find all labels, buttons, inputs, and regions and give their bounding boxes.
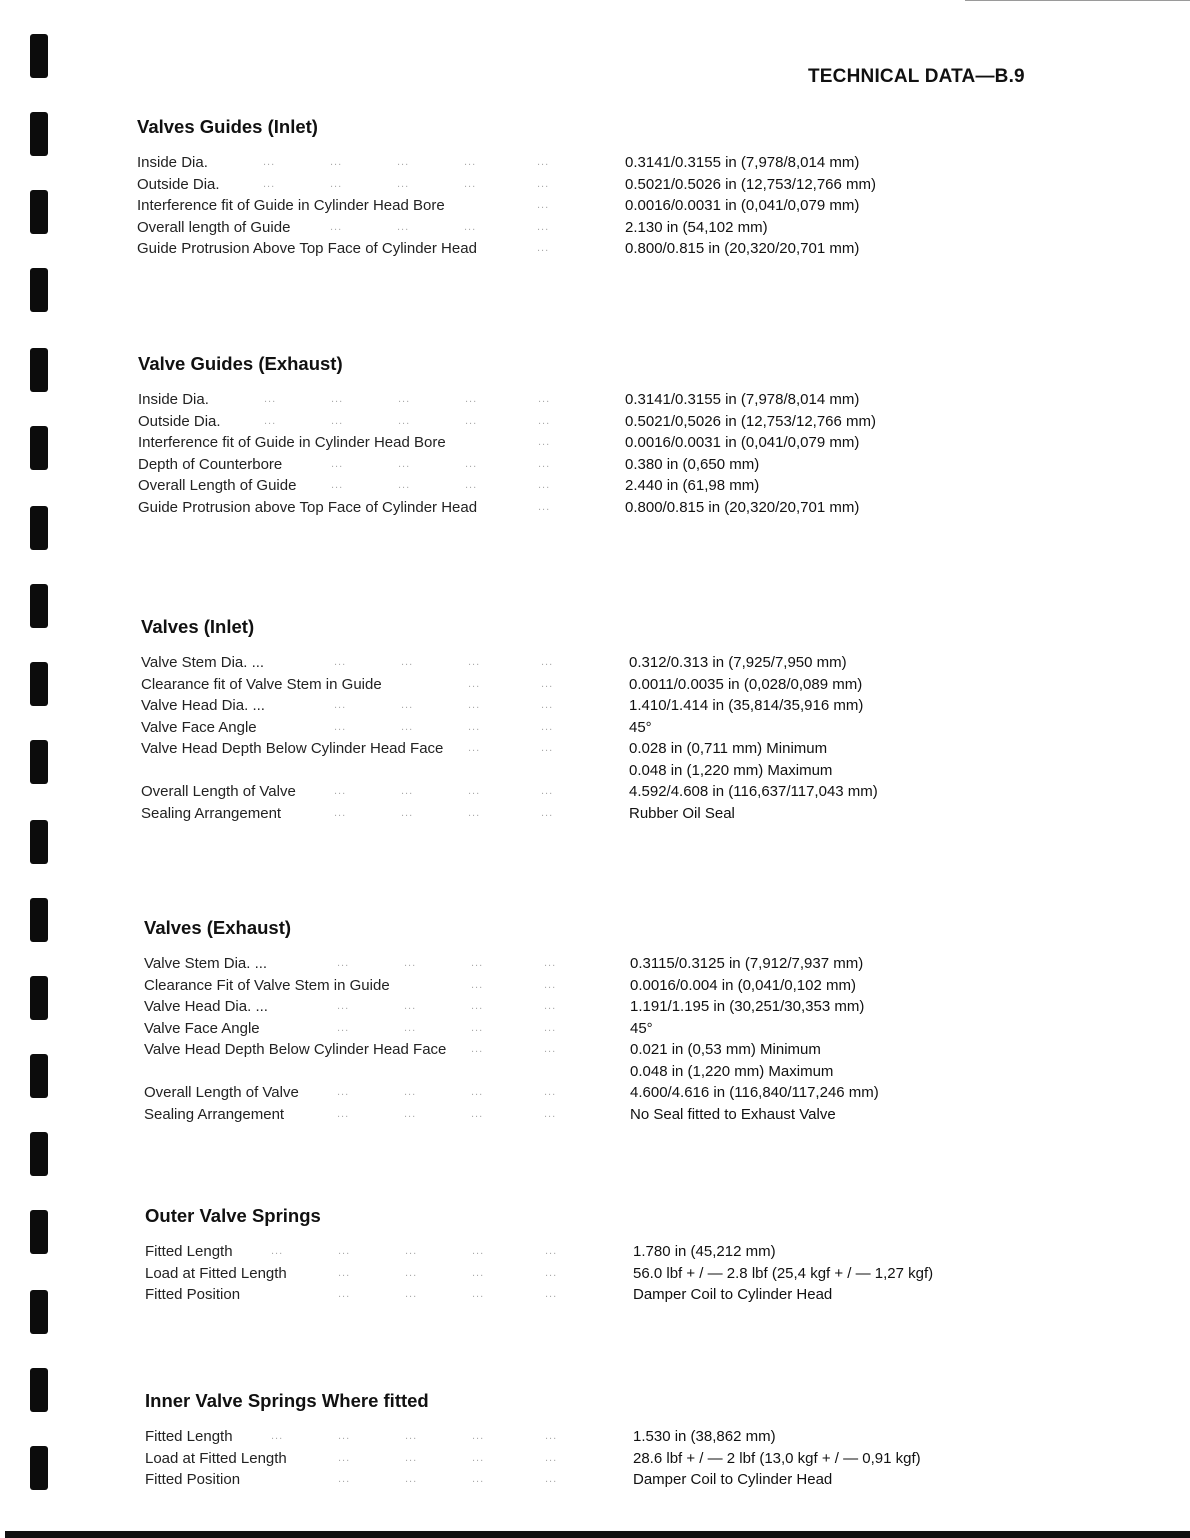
- spec-row: [137, 217, 1037, 239]
- leader-dots: ...: [405, 1288, 418, 1300]
- binder-hole: [30, 1446, 48, 1490]
- spec-label: Valve Face Angle: [141, 718, 257, 736]
- leader-dots: ...: [331, 457, 344, 470]
- leader-dots: ...: [271, 1245, 284, 1257]
- binder-hole: [30, 1290, 48, 1334]
- leader-dots: ...: [404, 1086, 417, 1098]
- spec-label: Overall Length of Valve: [141, 783, 296, 800]
- leader-dots: ...: [331, 479, 344, 491]
- binder-hole: [30, 662, 48, 706]
- leader-dots: ...: [544, 1000, 557, 1012]
- spec-section: [137, 116, 1037, 260]
- spec-row: [144, 1104, 1044, 1126]
- spec-row: [141, 803, 1041, 825]
- leader-dots: ...: [337, 1021, 350, 1034]
- spec-value: 0.028 in (0,711 mm) Minimum: [629, 740, 828, 757]
- leader-dots: ...: [472, 1245, 485, 1257]
- leader-dots: ...: [541, 720, 554, 733]
- spec-row: [141, 695, 1041, 717]
- spec-row: [141, 760, 1041, 782]
- leader-dots: ...: [545, 1245, 558, 1257]
- spec-label: Depth of Counterbore: [138, 455, 283, 473]
- spec-row: [145, 1263, 1045, 1285]
- leader-dots: ...: [334, 656, 347, 668]
- spec-row: [144, 1061, 1044, 1083]
- spec-section: [138, 353, 1038, 518]
- leader-dots: ...: [468, 720, 481, 733]
- leader-dots: ...: [401, 699, 414, 711]
- spec-value: 0.3141/0.3155 in (7,978/8,014 mm): [625, 154, 860, 171]
- leader-dots: ...: [541, 699, 554, 711]
- leader-dots: ...: [541, 742, 554, 754]
- binder-hole: [30, 34, 48, 78]
- leader-dots: ...: [334, 806, 347, 819]
- leader-dots: ...: [468, 677, 481, 690]
- section-title: Valves (Exhaust): [144, 917, 292, 938]
- leader-dots: ...: [544, 978, 557, 991]
- spec-section: [144, 917, 1044, 1125]
- leader-dots: ...: [404, 1000, 417, 1012]
- leader-dots: ...: [397, 156, 410, 168]
- spec-value: No Seal fitted to Exhaust Valve: [630, 1105, 836, 1123]
- spec-row: [144, 953, 1044, 975]
- leader-dots: ...: [541, 785, 554, 797]
- section-title: Valves (Inlet): [141, 616, 255, 637]
- leader-dots: ...: [405, 1451, 418, 1464]
- leader-dots: ...: [465, 457, 478, 470]
- leader-dots: ...: [398, 414, 411, 427]
- binder-hole: [30, 976, 48, 1020]
- leader-dots: ...: [337, 957, 350, 969]
- spec-row: [145, 1426, 1045, 1448]
- leader-dots: ...: [337, 1086, 350, 1098]
- leader-dots: ...: [472, 1473, 485, 1485]
- leader-dots: ...: [537, 242, 550, 254]
- spec-row: [144, 975, 1044, 997]
- section-title: Valve Guides (Exhaust): [138, 353, 343, 374]
- spec-row: [141, 652, 1041, 674]
- spec-value: 0.021 in (0,53 mm) Minimum: [630, 1041, 821, 1058]
- leader-dots: ...: [405, 1245, 418, 1257]
- leader-dots: ...: [330, 177, 343, 190]
- leader-dots: ...: [401, 785, 414, 797]
- spec-label: Valve Head Dia. ...: [141, 697, 265, 714]
- leader-dots: ...: [338, 1451, 351, 1464]
- leader-dots: ...: [338, 1288, 351, 1300]
- spec-label: Load at Fitted Length: [145, 1264, 287, 1282]
- leader-dots: ...: [334, 720, 347, 733]
- leader-dots: ...: [404, 1107, 417, 1120]
- spec-value: 28.6 lbf + / — 2 lbf (13,0 kgf + / — 0,91 kgf): [633, 1449, 921, 1467]
- spec-value: 1.780 in (45,212 mm): [633, 1243, 776, 1260]
- leader-dots: ...: [401, 806, 414, 819]
- leader-dots: ...: [544, 1021, 557, 1034]
- binder-hole: [30, 426, 48, 470]
- leader-dots: ...: [330, 220, 343, 233]
- leader-dots: ...: [538, 479, 551, 491]
- spec-row: [138, 475, 1038, 497]
- section-title: Outer Valve Springs: [145, 1205, 321, 1226]
- spec-row: [145, 1469, 1045, 1491]
- leader-dots: ...: [544, 1043, 557, 1055]
- spec-value: 1.530 in (38,862 mm): [633, 1428, 776, 1445]
- spec-label: Fitted Length: [145, 1428, 233, 1445]
- leader-dots: ...: [397, 177, 410, 190]
- spec-value: 56.0 lbf + / — 2.8 lbf (25,4 kgf + / — 1,27 kgf): [633, 1264, 934, 1282]
- leader-dots: ...: [464, 177, 477, 190]
- binder-hole: [30, 1132, 48, 1176]
- spec-value: 0.3141/0.3155 in (7,978/8,014 mm): [625, 391, 860, 408]
- leader-dots: ...: [538, 436, 551, 448]
- spec-label: Valve Head Dia. ...: [144, 998, 268, 1015]
- page-title: TECHNICAL DATA—B.9: [808, 66, 1025, 87]
- spec-label: Outside Dia.: [138, 412, 221, 430]
- spec-row: [141, 717, 1041, 739]
- spec-section: [145, 1390, 1045, 1491]
- binder-hole: [30, 112, 48, 156]
- spec-label: Outside Dia.: [137, 175, 220, 193]
- spec-value: 0.3115/0.3125 in (7,912/7,937 mm): [630, 955, 864, 972]
- spec-row: [141, 738, 1041, 760]
- leader-dots: ...: [331, 393, 344, 405]
- leader-dots: ...: [338, 1266, 351, 1279]
- spec-label: Overall Length of Valve: [144, 1084, 299, 1101]
- spec-label: Guide Protrusion Above Top Face of Cylinder Head: [137, 240, 477, 257]
- spec-label: Sealing Arrangement: [141, 804, 282, 822]
- leader-dots: ...: [401, 720, 414, 733]
- binder-hole: [30, 820, 48, 864]
- spec-value: 2.130 in (54,102 mm): [625, 218, 768, 236]
- spec-label: Interference fit of Guide in Cylinder Head Bore: [138, 434, 446, 451]
- spec-value: 0.380 in (0,650 mm): [625, 455, 760, 473]
- leader-dots: ...: [541, 806, 554, 819]
- spec-value: 1.191/1.195 in (30,251/30,353 mm): [630, 998, 865, 1015]
- spec-value: 0.312/0.313 in (7,925/7,950 mm): [629, 654, 847, 671]
- spec-value: 0.800/0.815 in (20,320/20,701 mm): [625, 498, 860, 516]
- spec-section: [141, 616, 1041, 824]
- leader-dots: ...: [472, 1430, 485, 1442]
- leader-dots: ...: [471, 1086, 484, 1098]
- binder-hole: [30, 740, 48, 784]
- spec-row: [141, 674, 1041, 696]
- section-title: Valves Guides (Inlet): [137, 116, 318, 137]
- spec-value: 45°: [630, 1019, 653, 1037]
- leader-dots: ...: [398, 393, 411, 405]
- leader-dots: ...: [471, 1107, 484, 1120]
- leader-dots: ...: [471, 1000, 484, 1012]
- spec-row: [144, 1018, 1044, 1040]
- leader-dots: ...: [537, 220, 550, 233]
- leader-dots: ...: [472, 1266, 485, 1279]
- binder-hole: [30, 1368, 48, 1412]
- spec-row: [137, 238, 1037, 260]
- leader-dots: ...: [538, 500, 551, 513]
- leader-dots: ...: [464, 220, 477, 233]
- leader-dots: ...: [464, 156, 477, 168]
- leader-dots: ...: [544, 1107, 557, 1120]
- leader-dots: ...: [334, 699, 347, 711]
- spec-row: [138, 432, 1038, 454]
- leader-dots: ...: [468, 699, 481, 711]
- leader-dots: ...: [398, 457, 411, 470]
- leader-dots: ...: [538, 414, 551, 427]
- leader-dots: ...: [465, 414, 478, 427]
- leader-dots: ...: [471, 1043, 484, 1055]
- leader-dots: ...: [404, 1021, 417, 1034]
- spec-label: Valve Head Depth Below Cylinder Head Face: [141, 740, 444, 757]
- spec-label: Valve Stem Dia. ...: [141, 654, 265, 671]
- spec-row: [138, 454, 1038, 476]
- bottom-edge-rule: [5, 1531, 1190, 1538]
- leader-dots: ...: [397, 220, 410, 233]
- leader-dots: ...: [471, 978, 484, 991]
- spec-value: 4.592/4.608 in (116,637/117,043 mm): [629, 783, 878, 800]
- spec-label: Load at Fitted Length: [145, 1449, 287, 1467]
- spec-value: Damper Coil to Cylinder Head: [633, 1286, 833, 1303]
- spec-value: Damper Coil to Cylinder Head: [633, 1471, 833, 1488]
- spec-value: 0.0016/0.0031 in (0,041/0,079 mm): [625, 434, 860, 451]
- leader-dots: ...: [545, 1430, 558, 1442]
- leader-dots: ...: [538, 393, 551, 405]
- leader-dots: ...: [404, 957, 417, 969]
- leader-dots: ...: [263, 177, 276, 190]
- spec-value: 4.600/4.616 in (116,840/117,246 mm): [630, 1084, 879, 1101]
- leader-dots: ...: [330, 156, 343, 168]
- spec-label: Overall Length of Guide: [138, 477, 297, 494]
- spec-value: 0.5021/0.5026 in (12,753/12,766 mm): [625, 175, 877, 193]
- section-title: Inner Valve Springs Where fitted: [145, 1390, 429, 1411]
- binder-hole: [30, 584, 48, 628]
- leader-dots: ...: [264, 414, 277, 427]
- spec-row: [145, 1241, 1045, 1263]
- spec-value: 2.440 in (61,98 mm): [625, 477, 760, 494]
- spec-row: [145, 1448, 1045, 1470]
- leader-dots: ...: [545, 1266, 558, 1279]
- spec-row: [141, 781, 1041, 803]
- binder-hole: [30, 506, 48, 550]
- leader-dots: ...: [468, 785, 481, 797]
- spec-row: [137, 152, 1037, 174]
- binder-hole: [30, 190, 48, 234]
- spec-value: 0.0011/0.0035 in (0,028/0,089 mm): [629, 675, 863, 693]
- leader-dots: ...: [271, 1430, 284, 1442]
- spec-label: Overall length of Guide: [137, 218, 291, 236]
- binder-hole: [30, 1210, 48, 1254]
- spec-row: [145, 1284, 1045, 1306]
- spec-row: [137, 195, 1037, 217]
- spec-value: 1.410/1.414 in (35,814/35,916 mm): [629, 697, 864, 714]
- spec-label: Sealing Arrangement: [144, 1105, 285, 1123]
- spec-label: Valve Head Depth Below Cylinder Head Face: [144, 1041, 447, 1058]
- leader-dots: ...: [537, 199, 550, 211]
- spec-section: [145, 1205, 1045, 1306]
- leader-dots: ...: [337, 1000, 350, 1012]
- leader-dots: ...: [338, 1245, 351, 1257]
- top-edge-rule: [965, 0, 1190, 1]
- leader-dots: ...: [545, 1288, 558, 1300]
- spec-label: Inside Dia.: [138, 391, 209, 408]
- spec-label: Valve Face Angle: [144, 1019, 260, 1037]
- leader-dots: ...: [545, 1451, 558, 1464]
- spec-value: 45°: [629, 718, 652, 736]
- leader-dots: ...: [465, 479, 478, 491]
- spec-value: 0.800/0.815 in (20,320/20,701 mm): [625, 240, 860, 257]
- leader-dots: ...: [471, 957, 484, 969]
- leader-dots: ...: [472, 1288, 485, 1300]
- spec-value: Rubber Oil Seal: [629, 804, 735, 822]
- leader-dots: ...: [537, 156, 550, 168]
- spec-label: Interference fit of Guide in Cylinder Head Bore: [137, 197, 445, 214]
- leader-dots: ...: [468, 742, 481, 754]
- binder-hole: [30, 898, 48, 942]
- spec-row: [144, 1082, 1044, 1104]
- spec-value: 0.5021/0,5026 in (12,753/12,766 mm): [625, 412, 877, 430]
- binder-hole: [30, 1054, 48, 1098]
- leader-dots: ...: [544, 1086, 557, 1098]
- leader-dots: ...: [465, 393, 478, 405]
- leader-dots: ...: [338, 1473, 351, 1485]
- spec-label: Clearance Fit of Valve Stem in Guide: [144, 976, 390, 994]
- spec-row: [138, 389, 1038, 411]
- spec-row: [144, 996, 1044, 1018]
- leader-dots: ...: [331, 414, 344, 427]
- leader-dots: ...: [471, 1021, 484, 1034]
- spec-row: [138, 411, 1038, 433]
- spec-value: 0.0016/0.0031 in (0,041/0,079 mm): [625, 197, 860, 214]
- spec-row: [138, 497, 1038, 519]
- leader-dots: ...: [537, 177, 550, 190]
- leader-dots: ...: [401, 656, 414, 668]
- leader-dots: ...: [338, 1430, 351, 1442]
- spec-label: Fitted Length: [145, 1243, 233, 1260]
- spec-value: 0.0016/0.004 in (0,041/0,102 mm): [630, 976, 856, 994]
- leader-dots: ...: [405, 1430, 418, 1442]
- leader-dots: ...: [468, 806, 481, 819]
- spec-row: [137, 174, 1037, 196]
- spec-value: 0.048 in (1,220 mm) Maximum: [629, 761, 833, 779]
- spec-label: Guide Protrusion above Top Face of Cylinder Head: [138, 498, 478, 516]
- leader-dots: ...: [541, 656, 554, 668]
- spec-label: Clearance fit of Valve Stem in Guide: [141, 675, 382, 693]
- spec-value: 0.048 in (1,220 mm) Maximum: [630, 1062, 834, 1080]
- spec-label: Inside Dia.: [137, 154, 208, 171]
- leader-dots: ...: [472, 1451, 485, 1464]
- spec-label: Valve Stem Dia. ...: [144, 955, 268, 972]
- leader-dots: ...: [468, 656, 481, 668]
- binder-hole: [30, 268, 48, 312]
- spec-label: Fitted Position: [145, 1471, 241, 1488]
- leader-dots: ...: [334, 785, 347, 797]
- leader-dots: ...: [538, 457, 551, 470]
- leader-dots: ...: [398, 479, 411, 491]
- leader-dots: ...: [544, 957, 557, 969]
- spec-row: [144, 1039, 1044, 1061]
- leader-dots: ...: [264, 393, 277, 405]
- binder-hole: [30, 348, 48, 392]
- leader-dots: ...: [263, 156, 276, 168]
- spec-label: Fitted Position: [145, 1286, 241, 1303]
- leader-dots: ...: [405, 1266, 418, 1279]
- leader-dots: ...: [337, 1107, 350, 1120]
- leader-dots: ...: [541, 677, 554, 690]
- leader-dots: ...: [545, 1473, 558, 1485]
- leader-dots: ...: [405, 1473, 418, 1485]
